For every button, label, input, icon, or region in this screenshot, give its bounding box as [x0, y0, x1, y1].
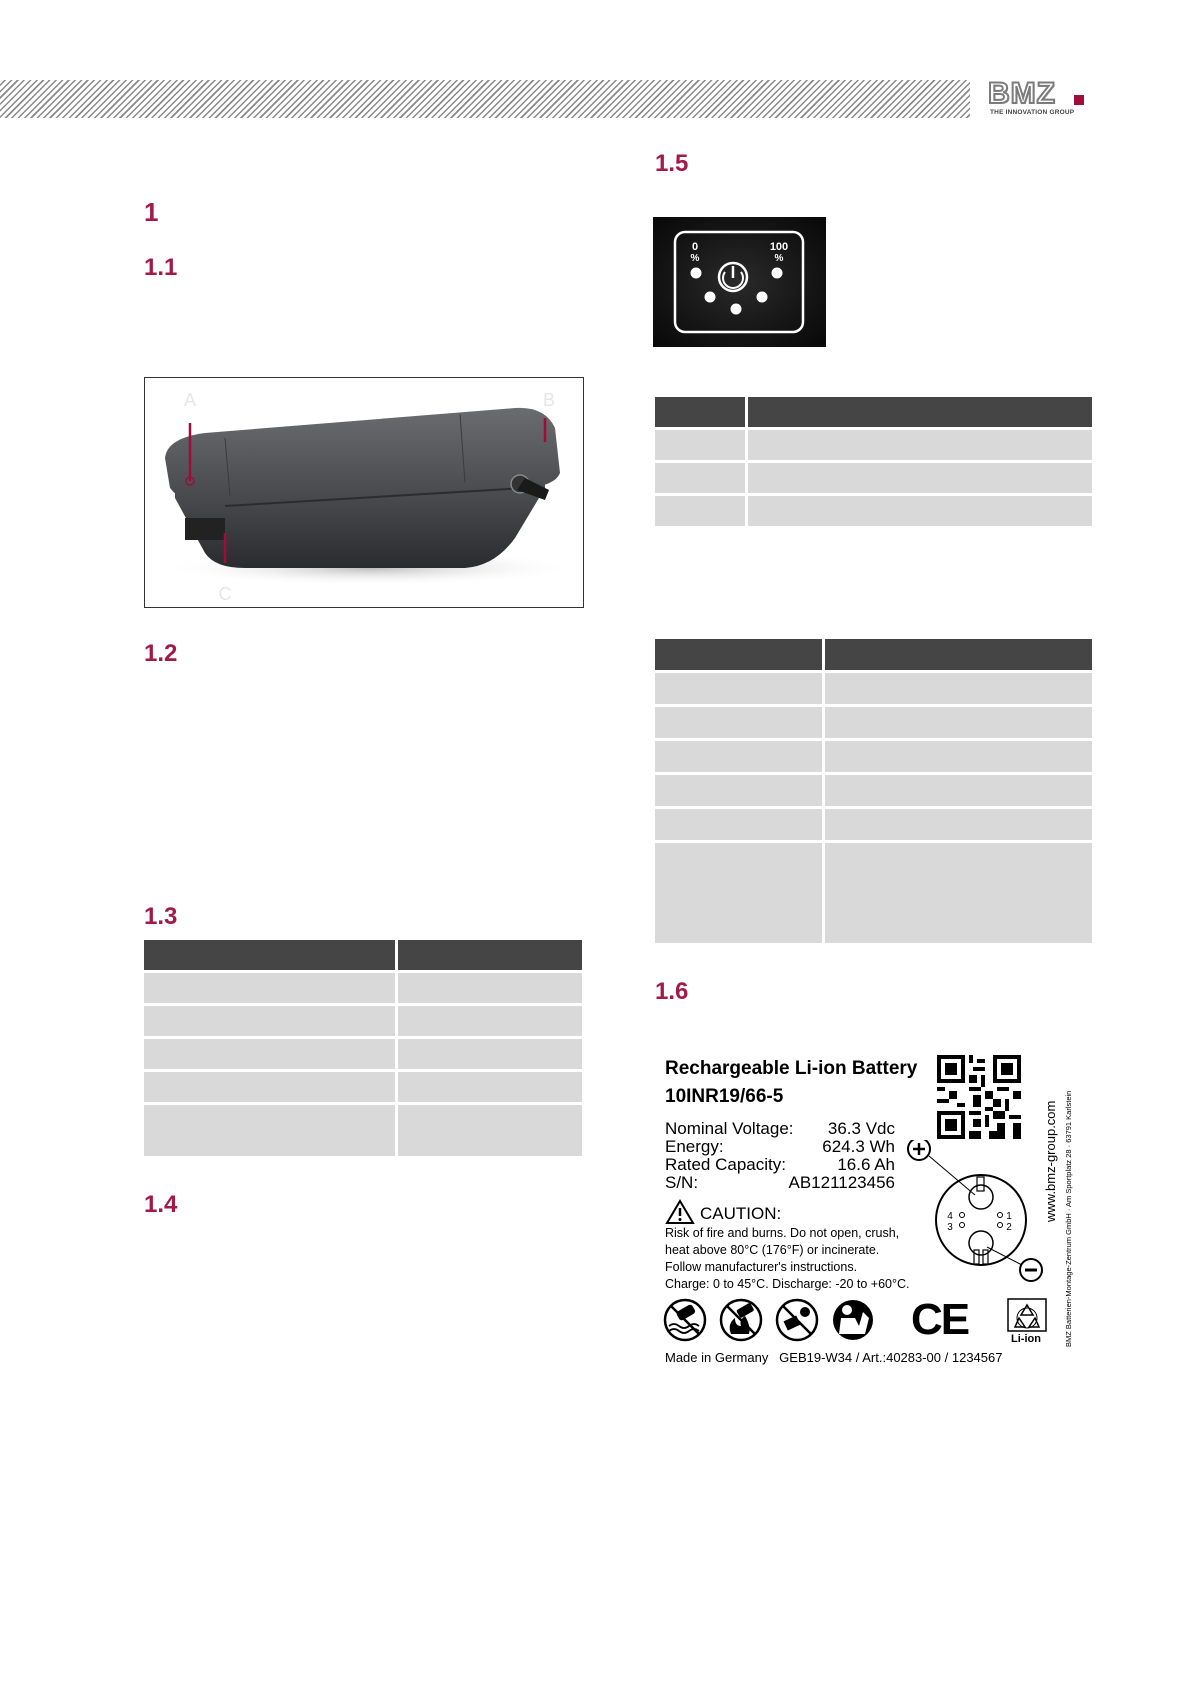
battery-rating-label — [655, 1040, 1085, 1370]
header-hatch-bar — [0, 80, 970, 118]
no-fire-icon — [721, 1300, 761, 1340]
spec-value: 16.6 Ah — [837, 1155, 895, 1174]
callout-c: C — [218, 584, 232, 604]
warning-line: Risk of fire and burns. Do not open, crush, — [665, 1226, 900, 1240]
section-heading-1-2: 1.2 — [144, 640, 178, 667]
table-row — [144, 1003, 582, 1036]
warning-triangle-icon — [665, 1199, 695, 1225]
led-left-num: 0 — [691, 241, 699, 253]
label-title-line2: 10INR19/66-5 — [665, 1086, 784, 1107]
table-row — [655, 427, 1092, 460]
connector-pin-diagram — [905, 1140, 1045, 1290]
label-website: www.bmz-group.com — [1043, 1100, 1058, 1222]
table-1-5-b — [655, 639, 1092, 943]
power-button-icon[interactable] — [719, 263, 747, 291]
table-row — [655, 493, 1092, 526]
spec-key: S/N: — [665, 1173, 699, 1192]
table-row — [144, 1036, 582, 1069]
warning-line: heat above 80°C (176°F) or incinerate. — [665, 1243, 880, 1257]
pin-4-label: 4 — [947, 1211, 953, 1222]
caution-heading: CAUTION: — [700, 1204, 782, 1223]
table-row — [655, 772, 1092, 806]
section-heading-1: 1 — [144, 197, 159, 227]
led-right-num: 100 — [769, 241, 789, 253]
pin-3-label: 3 — [947, 1222, 953, 1233]
bmz-logo: BMZ THE INNOVATION GROUP — [988, 80, 1086, 120]
recycle-label: Li-ion — [1011, 1333, 1041, 1345]
table-row — [655, 704, 1092, 738]
spec-value: 36.3 Vdc — [827, 1119, 895, 1138]
label-title-line1: Rechargeable Li-ion Battery — [665, 1058, 918, 1079]
section-heading-1-1: 1.1 — [144, 254, 178, 281]
ce-mark: CE — [911, 1295, 969, 1344]
led-right-unit: % — [774, 253, 784, 264]
led-left-unit: % — [690, 253, 700, 264]
no-crush-icon — [777, 1300, 817, 1340]
pin-2-label: 2 — [1006, 1222, 1012, 1233]
warning-line: Charge: 0 to 45°C. Discharge: -20 to +60°C. — [665, 1277, 910, 1291]
table-row — [144, 1069, 582, 1102]
table-row — [655, 460, 1092, 493]
battery-photo — [144, 377, 584, 608]
spec-value: 624.3 Wh — [822, 1137, 895, 1156]
led-dot-1 — [691, 268, 702, 279]
spec-key: Nominal Voltage: — [665, 1119, 794, 1138]
led-indicator-panel — [653, 217, 826, 347]
led-dot-3 — [731, 304, 742, 315]
table-row — [655, 670, 1092, 704]
label-manufacturer-address: BMZ Batterien-Montage-Zentrum GmbH · Am Sportplatz 28 · 63791 Karlstein — [1064, 1090, 1073, 1347]
table-row — [655, 840, 1092, 943]
table-1-3 — [144, 940, 582, 1156]
warning-line: Follow manufacturer's instructions. — [665, 1260, 858, 1274]
spec-key: Rated Capacity: — [665, 1155, 786, 1174]
section-heading-1-4: 1.4 — [144, 1191, 178, 1218]
section-heading-1-3: 1.3 — [144, 903, 178, 930]
callout-b: B — [542, 390, 556, 410]
label-footer: Made in Germany GEB19-W34 / Art.:40283-00 / 1234567 — [665, 1350, 1003, 1365]
led-dot-2 — [705, 292, 716, 303]
table-row — [144, 1102, 582, 1156]
data-matrix-code-icon — [937, 1055, 1021, 1139]
table-row — [655, 806, 1092, 840]
callout-a: A — [183, 390, 197, 410]
table-row — [144, 970, 582, 1003]
table-1-5-a — [655, 397, 1092, 526]
led-dot-4 — [757, 292, 768, 303]
spec-key: Energy: — [665, 1137, 724, 1156]
spec-value: AB121123456 — [788, 1173, 895, 1192]
section-heading-1-6: 1.6 — [655, 978, 689, 1005]
led-dot-5 — [772, 268, 783, 279]
no-water-icon — [665, 1300, 705, 1340]
safety-pictograms — [663, 1296, 903, 1346]
section-heading-1-5: 1.5 — [655, 150, 689, 177]
table-row — [655, 738, 1092, 772]
read-manual-icon — [833, 1300, 873, 1340]
pin-1-label: 1 — [1006, 1211, 1012, 1222]
